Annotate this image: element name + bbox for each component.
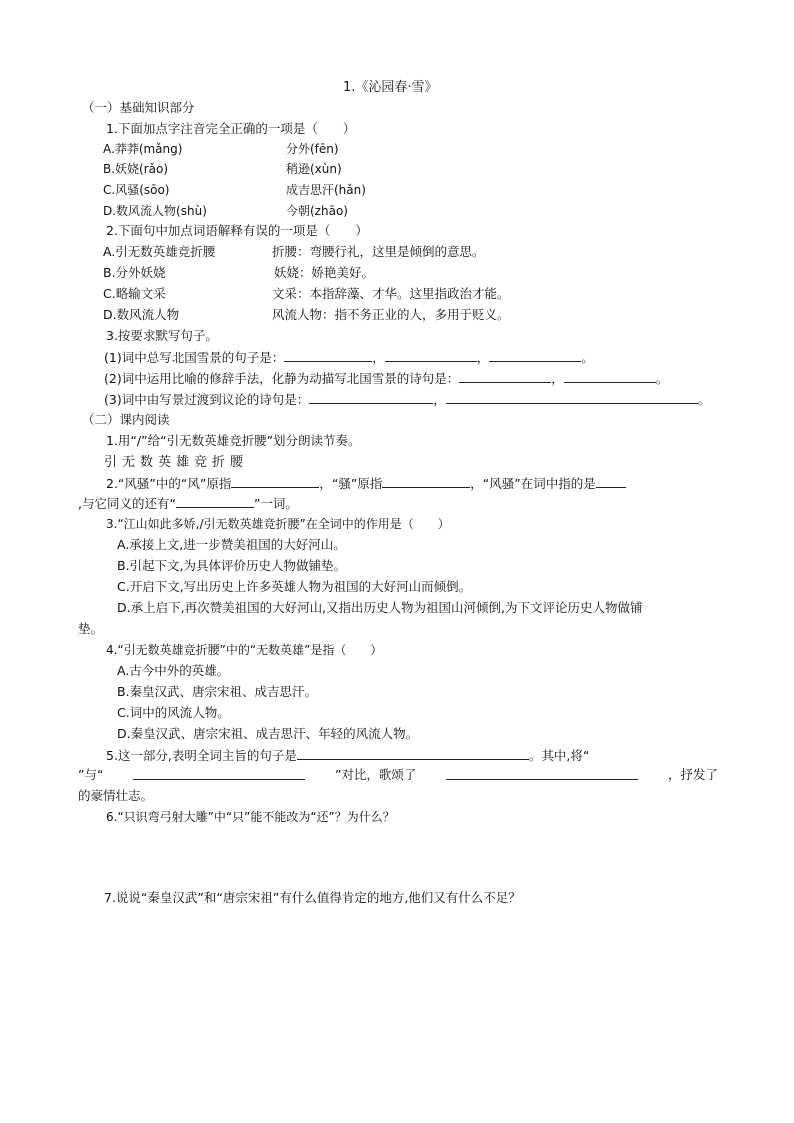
option-b-second: 稍逊(xùn) [286,162,342,176]
option-a-explanation: 折腰：弯腰行礼，这里是倾倒的意思。 [272,244,485,259]
option-b: B.秦皇汉武、唐宗宋祖、成吉思汗。 [117,684,318,699]
answer-blank[interactable] [596,474,626,488]
question-5-text: ”与“ [78,767,104,782]
answer-blank[interactable] [297,746,529,760]
question-3-stem: 3.“江山如此多娇,/引无数英雄竞折腰”在全词中的作用是（ ） [106,517,450,531]
dictation-prompt: (2)词中运用比喻的修辞手法，化静为动描写北国雪景的诗句是： [104,371,460,386]
option-d-explanation: 风流人物：指不务正业的人，多用于贬义。 [272,307,510,322]
dictation-line-3: (3)词中由写景过渡到议论的诗句是： ， 。 [104,392,711,407]
question-2-text: ，“风骚”在词中指的是 [470,476,596,491]
rhythm-line: 引无数英雄竞折腰 [104,455,249,470]
dictation-prompt: (3)词中由写景过渡到议论的诗句是： [104,392,310,407]
answer-blank[interactable] [385,348,477,362]
option-c: C.风骚(sōo) [103,183,170,197]
question-6-stem: 6.“只识弯弓射大雕”中“只”能不能改为“还”？为什么？ [106,810,395,824]
option-c: C.开启下文,写出历史上许多英雄人物为祖国的大好河山而倾倒。 [117,579,472,594]
option-a: A.承接上文,进一步赞美祖国的大好河山。 [117,537,346,552]
option-d-second: 今朝(zhāo) [286,204,348,218]
question-2-stem: 2.下面句中加点词语解释有误的一项是（ ） [106,223,368,238]
dictation-prompt: (1)词中总写北国雪景的句子是： [104,350,285,365]
option-d-continued: 垫。 [78,621,104,636]
option-a: A.莽莽(mǎng) [103,142,183,156]
option-a: A.引无数英雄竞折腰 [103,244,216,259]
option-c-second: 成吉思汗(hǎn) [286,183,366,197]
question-7-stem: 7.说说“秦皇汉武”和“唐宗宋祖”有什么值得肯定的地方,他们又有什么不足？ [104,890,521,905]
section-heading-reading: （二）课内阅读 [82,412,170,427]
question-2-line-2 [78,494,298,513]
answer-blank[interactable] [284,348,372,362]
question-5-text: 。其中,将“ [528,748,590,763]
answer-blank[interactable] [459,369,551,383]
option-c: C.略输文采 [103,286,166,301]
dictation-line-2: (2)词中运用比喻的修辞手法，化静为动描写北国雪景的诗句是： ， 。 [104,371,669,386]
page-title: 1.《沁园春·雪》 [343,80,438,95]
section-heading-basics: （一）基础知识部分 [82,100,195,115]
option-a: A.古今中外的英雄。 [117,663,230,678]
question-2-text: 2.“风骚”中的“风”原指 [106,476,232,491]
option-d: D.数风流人物(shù) [103,204,207,218]
question-5-text: ，抒发了 [667,767,718,782]
option-a-second: 分外(fēn) [286,142,339,156]
question-2-text: ，“骚”原指 [319,476,383,491]
answer-blank[interactable] [489,348,581,362]
answer-blank[interactable] [564,369,656,383]
option-b: B.引起下文,为具体评价历史人物做铺垫。 [117,558,347,573]
question-5-line-3: 的豪情壮志。 [78,788,154,803]
question-2-text: ,与它同义的还有“ [78,496,176,511]
question-3-stem: 3.按要求默写句子。 [106,328,218,343]
answer-blank[interactable] [446,766,638,780]
answer-blank[interactable] [446,390,698,404]
answer-blank[interactable] [231,474,319,488]
answer-blank[interactable] [382,474,470,488]
option-c: C.词中的风流人物。 [117,705,230,720]
answer-blank[interactable] [309,390,433,404]
option-d: D.秦皇汉武、唐宗宋祖、成吉思汗、年轻的风流人物。 [117,726,419,741]
question-5-line-1 [106,746,589,765]
question-5-text: 5.这一部分,表明全词主旨的句子是 [106,748,297,763]
question-5-text: ”对比，歌颂了 [334,767,417,782]
answer-blank[interactable] [176,494,254,508]
option-b-explanation: 妖娆：娇艳美好。 [274,265,375,280]
question-1-stem: 1.用“/”给“引无数英雄竞折腰”划分朗读节奏。 [106,433,361,448]
answer-blank[interactable] [133,766,305,780]
question-1-stem: 1.下面加点字注音完全正确的一项是（ ） [106,121,356,136]
option-d: D.数风流人物 [103,307,180,322]
dictation-line-1: (1)词中总写北国雪景的句子是： ， ， 。 [104,350,594,365]
question-2-text: ”一词。 [253,496,298,511]
option-b: B.分外妖娆 [103,265,166,280]
question-4-stem: 4.“引无数英雄竞折腰”中的“无数英雄”是指（ ） [106,643,383,657]
question-2-line-1 [106,474,626,493]
option-c-explanation: 文采：本指辞藻、才华。这里指政治才能。 [272,286,510,301]
option-b: B.妖娆(rǎo) [103,162,169,176]
option-d: D.承上启下,再次赞美祖国的大好河山,又指出历史人物为祖国山河倾倒,为下文评论历史人物做铺 [117,600,643,615]
question-5-line-2 [78,766,718,784]
